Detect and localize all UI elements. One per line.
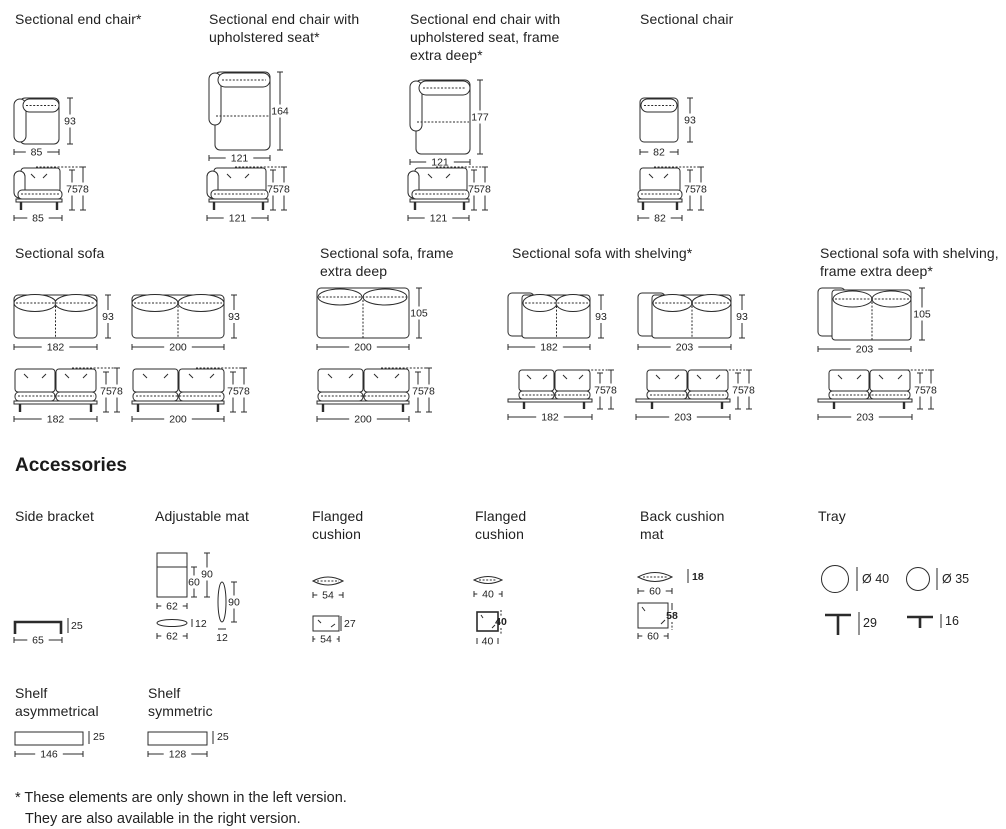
dimension-label: 78 [111,385,123,398]
sectional-end-chair-front-view [12,164,96,224]
product-title-sofa-shelving-deep: Sectional sofa with shelving, frame extra deep* [820,245,999,279]
dimension-label: 121 [228,212,247,225]
sofa-extra-deep-top-view [315,286,441,358]
dimension-label: 60 [649,585,661,598]
dimension-label: 105 [913,308,931,321]
dimension-label: 60 [188,576,200,589]
dimension-label: 78 [238,385,250,398]
sofa-shelving-203-top-view [636,291,764,357]
product-title-end-chair-upholstered: Sectional end chair with upholstered seat* [209,11,360,45]
dimension-label: 62 [166,600,178,613]
sofa-extra-deep-front-view [315,366,441,424]
sectional-sofa-200-top-view [130,291,256,357]
dimension-label: 203 [856,411,874,424]
dimension-label: 75 [684,183,696,196]
dimension-label: 146 [40,748,58,761]
sofa-shelving-deep-top-view [816,286,944,358]
dimension-label: 85 [30,146,43,159]
sofa-shelving-deep-front-view [816,368,944,424]
dimension-label: 203 [674,411,692,424]
dimension-label: 93 [595,311,607,323]
dimension-label: 182 [540,341,558,354]
footnote-line-1: * These elements are only shown in the left version. [15,790,347,806]
dimension-label: 121 [429,212,448,225]
dimension-label: 90 [228,596,240,609]
accessory-title-adjustable-mat: Adjustable mat [155,508,250,524]
sofa-shelving-182-top-view [506,291,624,357]
dimension-label: 40 [482,588,494,601]
dimension-label: 75 [914,384,926,397]
dimension-label: 85 [32,212,44,225]
accessory-title-side-bracket: Side bracket [15,508,95,524]
product-title-sectional-chair: Sectional chair [640,11,734,27]
dimension-label: Ø 40 [862,572,890,586]
end-chair-upholstered-deep-front-view [406,164,502,224]
shelf-symmetric-title: Shelf symmetric [148,685,213,719]
end-chair-upholstered-front-view [205,164,301,224]
dimension-label: 62 [166,630,178,643]
shelf-asymmetrical-title: Shelf asymmetrical [15,685,99,719]
sectional-sofa-182-top-view [12,291,130,357]
dimension-label: 75 [412,385,424,398]
product-title-end-chair-upholstered-deep: Sectional end chair with upholstered seat, frame extra deep* [410,11,561,63]
dimension-label: 128 [168,748,187,761]
sectional-sofa-182-front-view [12,366,130,424]
dimension-label: 164 [271,105,289,118]
dimension-label: 93 [684,114,696,127]
sofa-shelving-203-front-view [634,368,762,424]
back-cushion-mat-drawing [632,566,734,644]
dimension-label: 78 [925,384,937,397]
dimension-label: 75 [227,385,239,398]
dimension-label: 75 [267,183,279,196]
dimension-label: 54 [322,589,334,602]
adjustable-mat-drawing [150,546,262,646]
dimension-label: 121 [431,156,449,169]
dimension-label: 203 [855,343,874,356]
dimension-label: 12 [195,618,207,630]
dimension-label: 54 [320,633,332,646]
dimension-label: 93 [102,311,114,323]
dimension-label: 75 [594,384,606,397]
dimension-label: 177 [471,111,489,124]
product-title-sofa-shelving: Sectional sofa with shelving* [512,245,693,261]
sectional-chair-top-view [636,96,712,162]
end-chair-upholstered-top-view [207,70,299,166]
flanged-cushion-square-drawing [470,570,540,648]
dimension-label: 25 [71,620,83,632]
dimension-label: 93 [64,115,76,128]
sectional-sofa-200-front-view [130,366,256,424]
tray-drawing [815,556,1005,640]
dimension-label: 27 [344,618,356,630]
dimension-label: 78 [77,183,89,196]
dimension-label: 65 [32,634,44,647]
shelf-asymmetrical-drawing [12,724,134,764]
dimension-label: 78 [423,385,435,398]
dimension-label: 182 [46,413,65,426]
product-title-sectional-sofa: Sectional sofa [15,245,105,261]
dimension-label: 75 [732,384,744,397]
dimension-label: 75 [468,183,480,196]
dimension-label: 25 [217,731,229,743]
accessory-title-tray: Tray [818,508,846,524]
dimension-label: Ø 35 [942,572,970,586]
footnote [15,788,347,829]
dimension-label: 93 [228,311,240,323]
accessories-heading: Accessories [15,455,127,476]
dimension-label: 93 [736,311,748,323]
sectional-chair-front-view [634,164,718,224]
sofa-shelving-182-front-view [506,368,624,424]
flanged-cushion-small-drawing [310,570,384,646]
dimension-label: 78 [695,183,707,196]
dimension-label: 78 [743,384,755,397]
dimension-label: 200 [169,341,187,354]
product-title-sectional-end-chair: Sectional end chair* [15,11,142,27]
product-title-sofa-extra-deep: Sectional sofa, frame extra deep [320,245,454,279]
dimension-label: 78 [605,384,617,397]
accessory-title-flanged-cushion-2: Flanged cushion [475,508,527,542]
dimension-label: 82 [653,146,665,159]
dimension-label: 75 [100,385,112,398]
dimension-label: 40 [495,616,507,628]
dimension-label: 203 [675,341,694,354]
side-bracket-drawing [12,612,90,648]
dimension-label: 40 [481,635,494,648]
dimension-label: 75 [66,183,78,196]
dimension-label: 78 [278,183,290,196]
shelf-symmetric-drawing [145,724,263,764]
dimension-label: 182 [46,341,65,354]
dimension-label: 16 [945,614,959,628]
end-chair-upholstered-deep-top-view [408,78,496,168]
dimension-label: 90 [201,568,213,581]
sectional-end-chair-top-view [12,96,92,162]
dimension-label: 200 [354,413,372,426]
dimension-label: 58 [666,610,678,622]
dimension-label: 200 [169,413,187,426]
dimension-label: 12 [216,632,228,644]
dimension-label: 25 [93,731,105,743]
dimension-label: 29 [863,616,877,630]
dimension-label: 82 [654,212,666,225]
dimension-label: 18 [692,571,704,583]
dimension-label: 182 [541,411,559,424]
accessory-title-flanged-cushion-1: Flanged cushion [312,508,364,542]
dimension-label: 60 [647,630,659,643]
dimension-label: 121 [230,152,249,165]
dimension-label: 78 [479,183,491,196]
dimension-label: 200 [354,341,372,354]
accessory-title-back-cushion-mat: Back cushion mat [640,508,725,542]
footnote-line-2: They are also available in the right version. [25,811,301,827]
dimension-label: 105 [410,307,428,320]
